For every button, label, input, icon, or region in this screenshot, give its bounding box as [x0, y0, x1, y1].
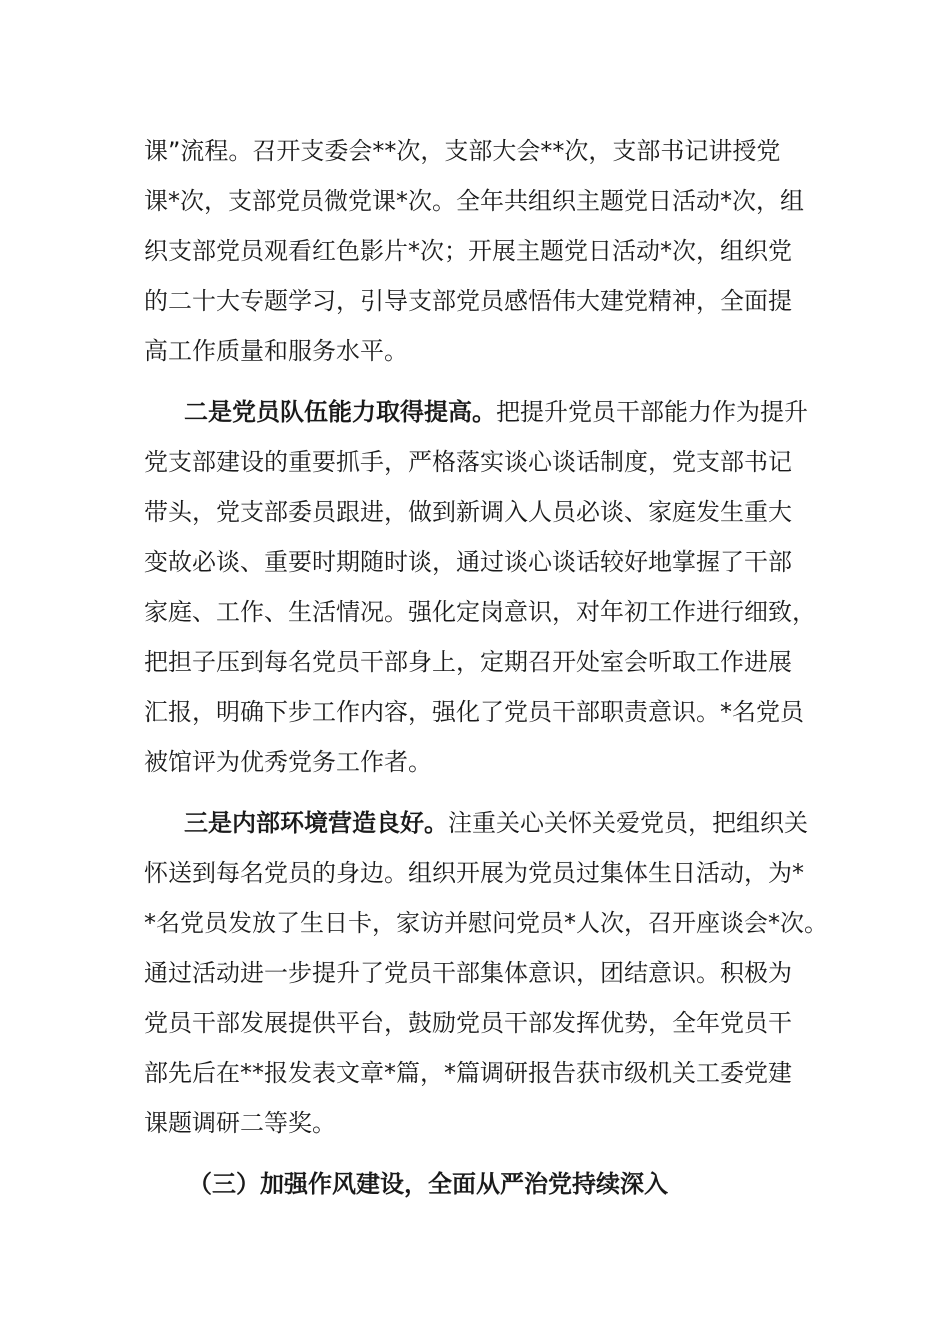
- text-line: 通过活动进一步提升了党员干部集体意识，团结意识。积极为: [144, 959, 792, 987]
- text-line: 把担子压到每名党员干部身上，定期召开处室会听取工作进展: [144, 648, 792, 676]
- text-line: 的二十大专题学习，引导支部党员感悟伟大建党精神，全面提: [144, 287, 792, 315]
- text-line: 部先后在**报发表文章*篇，*篇调研报告获市级机关工委党建: [144, 1059, 792, 1087]
- paragraph-internal-environment: [144, 798, 828, 1148]
- paragraph-lead-rest: 把提升党员干部能力作为提升: [496, 398, 808, 426]
- text-line: 汇报，明确下步工作内容，强化了党员干部职责意识。*名党员: [144, 698, 804, 726]
- paragraph-lead: 三是内部环境营造良好。: [184, 809, 448, 837]
- text-line: 课”流程。召开支委会**次，支部大会**次，支部书记讲授党: [144, 137, 781, 165]
- text-line: 带头，党支部委员跟进，做到新调入人员必谈、家庭发生重大: [144, 498, 792, 526]
- text-line: 家庭、工作、生活情况。强化定岗意识，对年初工作进行细致，: [144, 598, 816, 626]
- text-line-first: [144, 798, 816, 848]
- text-line: 党员干部发展提供平台，鼓励党员干部发挥优势，全年党员干: [144, 1009, 792, 1037]
- paragraph-lead: 二是党员队伍能力取得提高。: [184, 398, 496, 426]
- text-line: 被馆评为优秀党务工作者。: [144, 748, 432, 776]
- paragraph-continuation: [144, 126, 816, 376]
- text-line: 怀送到每名党员的身边。组织开展为党员过集体生日活动，为*: [144, 859, 804, 887]
- text-line: 高工作质量和服务水平。: [144, 337, 408, 365]
- text-line: 织支部党员观看红色影片*次；开展主题党日活动*次，组织党: [144, 237, 792, 265]
- paragraph-lead-rest: 注重关心关怀关爱党员，把组织关: [448, 809, 808, 837]
- text-line: 变故必谈、重要时期随时谈，通过谈心谈话较好地掌握了干部: [144, 548, 792, 576]
- text-line-first: [144, 387, 816, 437]
- text-line: 党支部建设的重要抓手，严格落实谈心谈话制度，党支部书记: [144, 448, 792, 476]
- text-line: 课题调研二等奖。: [144, 1109, 336, 1137]
- paragraph-party-member-capability: [144, 387, 816, 787]
- text-line: 课*次，支部党员微党课*次。全年共组织主题党日活动*次，组: [144, 187, 804, 215]
- text-line: *名党员发放了生日卡，家访并慰问党员*人次，召开座谈会*次。: [144, 909, 828, 937]
- section-heading: （三）加强作风建设，全面从严治党持续深入: [188, 1170, 668, 1198]
- document-body: [144, 126, 828, 1209]
